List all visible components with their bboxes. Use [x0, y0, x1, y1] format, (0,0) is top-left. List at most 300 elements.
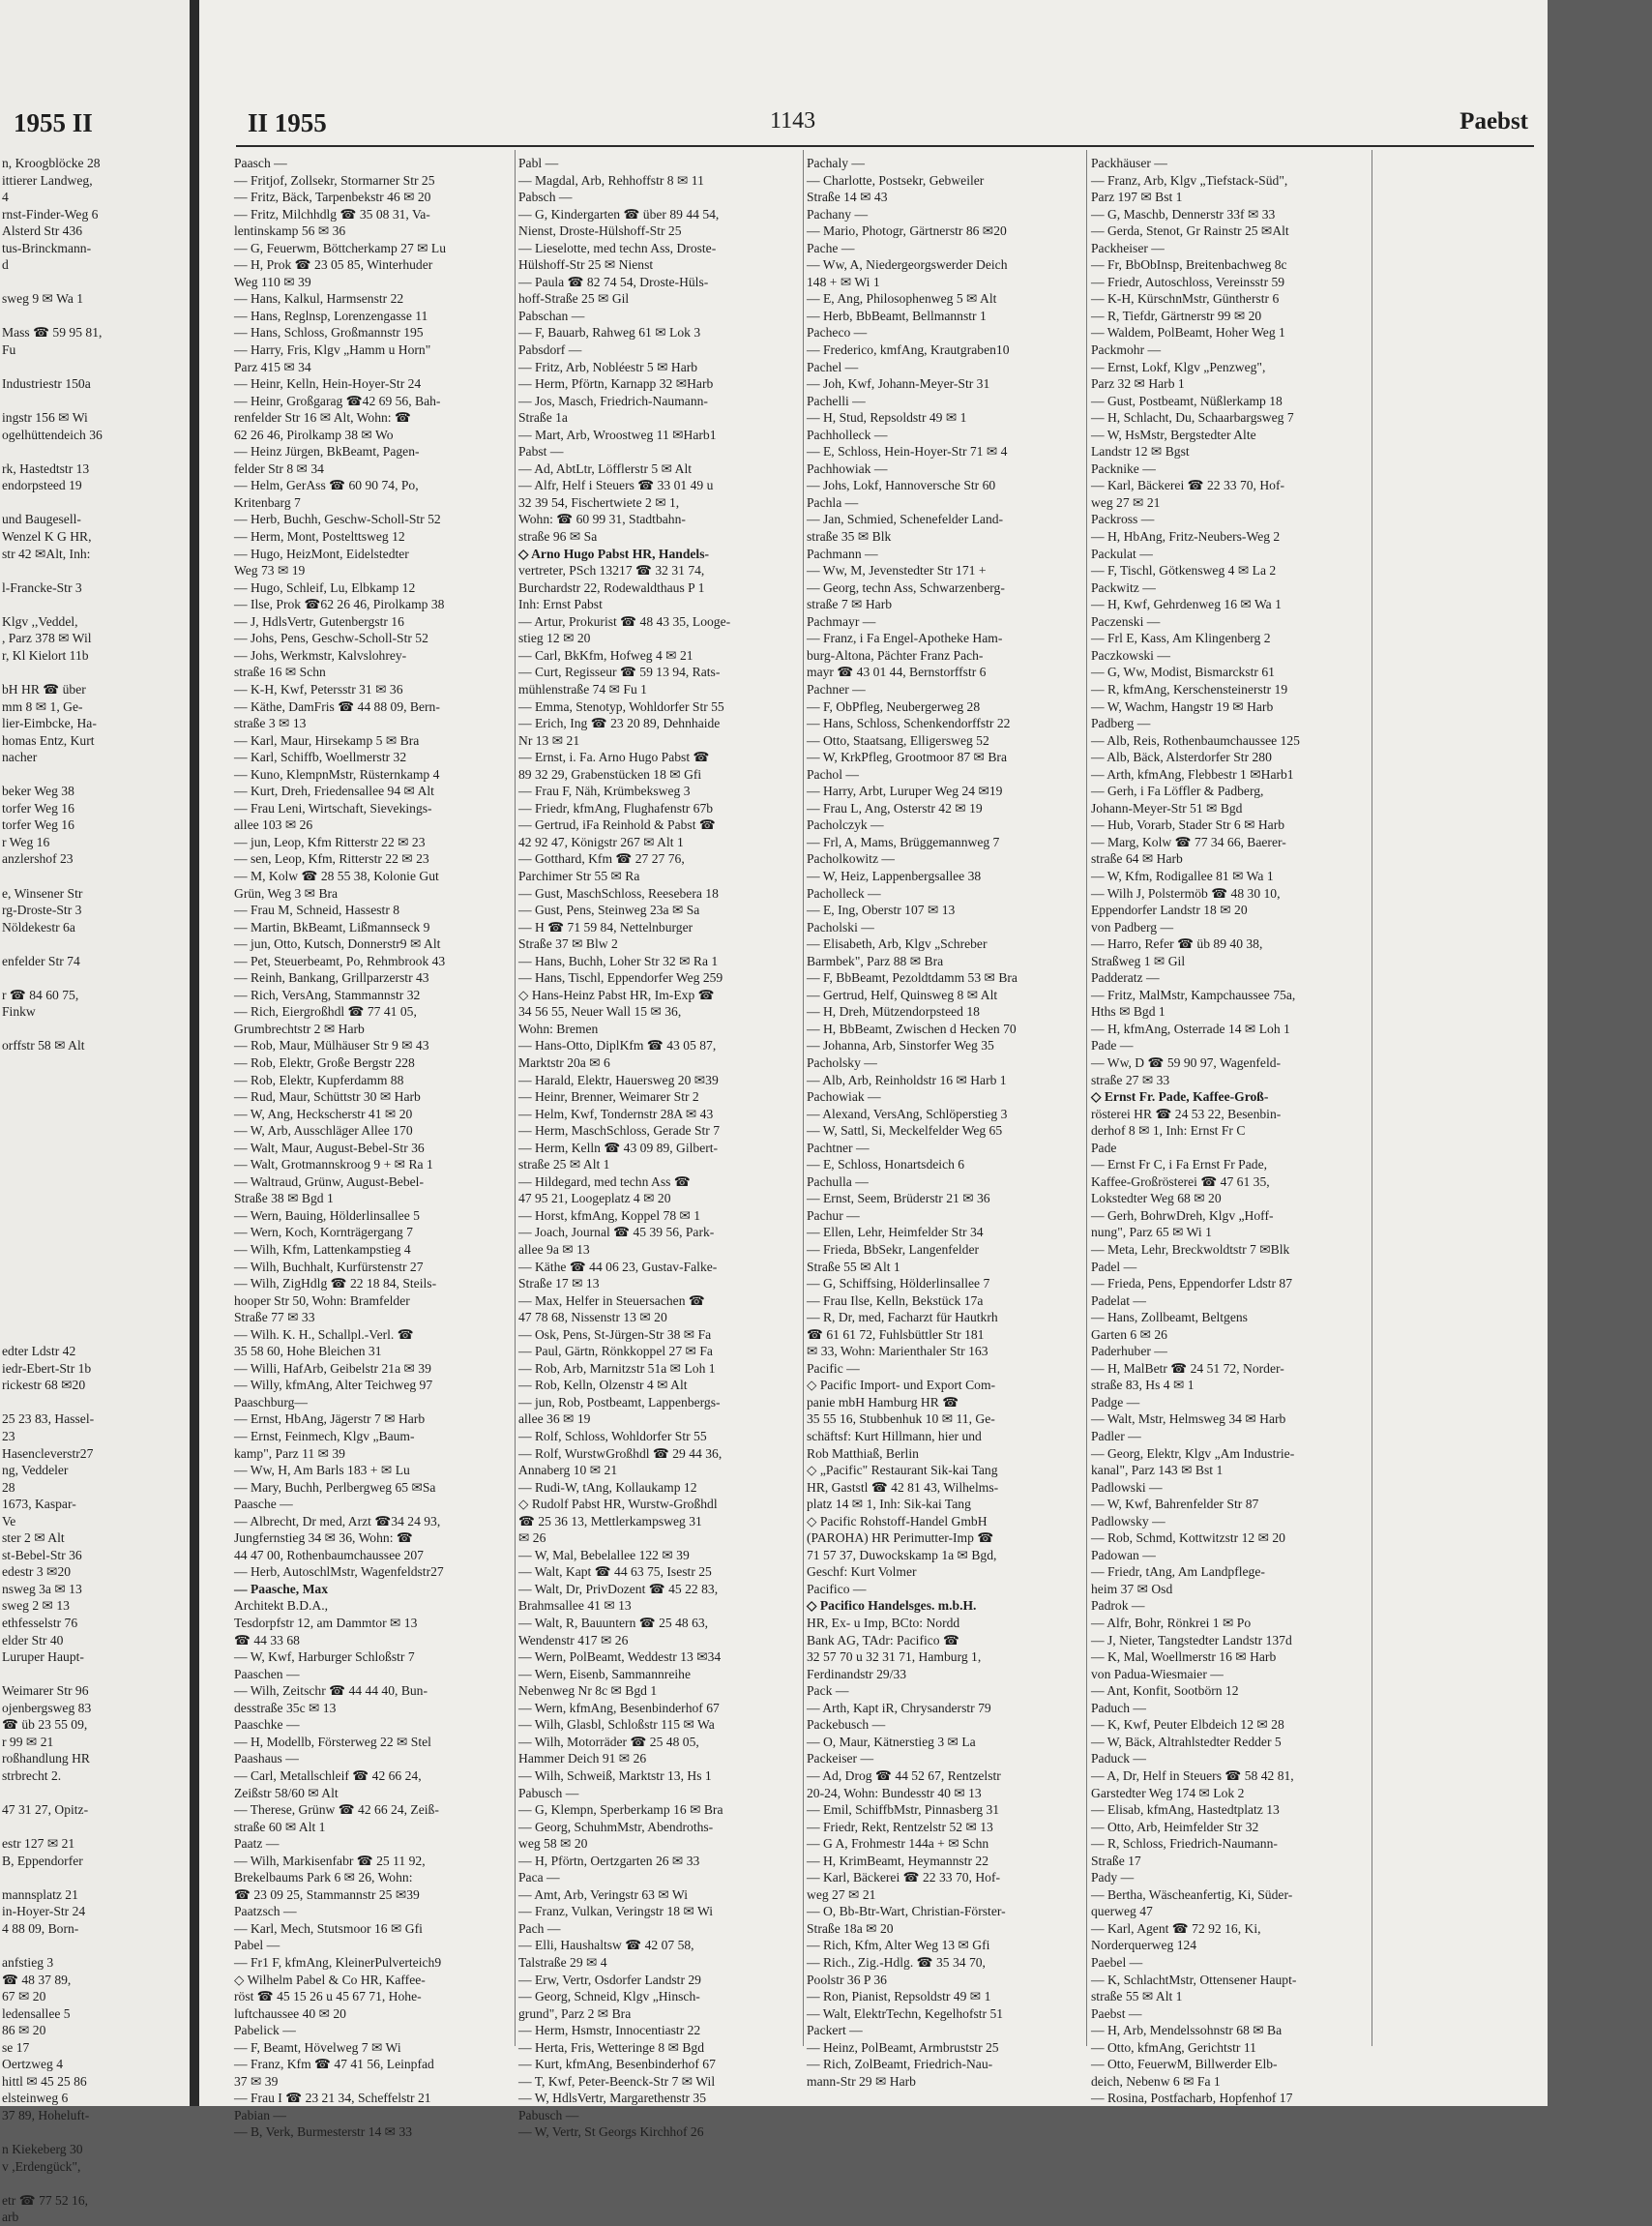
directory-entry-line: — A, Dr, Helf in Steuers ☎ 58 42 81,	[1091, 1767, 1294, 1783]
directory-entry-line: — Kuno, KlempnMstr, Rüsternkamp 4	[234, 766, 440, 782]
directory-entry-line: Kaffee-Großrösterei ☎ 47 61 35,	[1091, 1173, 1270, 1189]
directory-entry-line: ◇ Pacific Rohstoff-Handel GmbH	[807, 1513, 988, 1529]
directory-entry-line: Pabusch —	[518, 1785, 579, 1800]
left-page-line	[2, 596, 188, 613]
directory-entry-line: Architekt B.D.A.,	[234, 1598, 329, 1614]
directory-entry-line: — W, HsMstr, Bergstedter Alte	[1091, 427, 1256, 442]
directory-entry-line: Pachulla —	[807, 1173, 869, 1189]
left-page-line: Klgv ,,Veddel,	[2, 613, 78, 629]
directory-entry-line: burg-Altona, Pächter Franz Pach-	[807, 647, 984, 663]
left-page-line: n Kiekeberg 30	[2, 2141, 83, 2156]
directory-entry-line: — Martin, BkBeamt, Lißmannseck 9	[234, 919, 430, 935]
directory-entry-line: — Harro, Refer ☎ üb 89 40 38,	[1091, 936, 1263, 952]
directory-entry-line: — Hans-Otto, DiplKfm ☎ 43 05 87,	[518, 1038, 717, 1054]
directory-entry-line: Pachholleck —	[807, 427, 888, 442]
directory-entry-line: — Mary, Buchh, Perlbergweg 65 ✉Sa	[234, 1479, 436, 1495]
directory-entry-line: Padlowski —	[1091, 1479, 1163, 1495]
directory-entry-line: 32 57 70 u 32 31 71, Hamburg 1,	[807, 1649, 982, 1665]
directory-entry-line: Packmohr —	[1091, 342, 1162, 358]
directory-entry-line: Pabst —	[518, 444, 564, 460]
directory-entry-line: — Georg, Elektr, Klgv „Am Industrie-	[1091, 1445, 1295, 1461]
directory-entry-line: — Rob, Kelln, Olzenstr 4 ✉ Alt	[518, 1378, 688, 1393]
directory-entry-line: Padel —	[1091, 1259, 1137, 1274]
left-page-line: hittl ✉ 45 25 86	[2, 2073, 87, 2089]
directory-entry-line: — Erich, Ing ☎ 23 20 89, Dehnhaide	[518, 716, 721, 731]
directory-entry-line: Johann-Meyer-Str 51 ✉ Bgd	[1091, 800, 1243, 816]
directory-page	[199, 0, 1548, 2140]
directory-entry-line: Pacifico —	[807, 1581, 867, 1596]
directory-entry-line: Pachaly —	[807, 156, 866, 170]
directory-entry-line: — Otto, Staatsang, Elligersweg 52	[807, 732, 989, 748]
left-page-line	[2, 1785, 188, 1802]
directory-entry-line: Paaschke —	[234, 1717, 300, 1733]
directory-entry-line: Nebenweg Nr 8c ✉ Bgd 1	[518, 1683, 658, 1699]
left-page-line: ster 2 ✉ Alt	[2, 1530, 65, 1546]
directory-entry-line: — Artur, Prokurist ☎ 48 43 35, Looge-	[518, 613, 731, 629]
directory-entry-line: kanal", Parz 143 ✉ Bst 1	[1091, 1463, 1224, 1478]
directory-entry-line: — Wilh. K. H., Schallpl.-Verl. ☎	[234, 1326, 414, 1342]
directory-entry-line: — H, BbBeamt, Zwischen d Hecken 70	[807, 1021, 1017, 1036]
directory-entry-line: — W, Kwf, Harburger Schloßstr 7	[234, 1649, 415, 1665]
left-page-line: Nöldekestr 6a	[2, 919, 75, 935]
directory-entry-line: Paduck —	[1091, 1751, 1147, 1766]
directory-entry-line: — Herm, Kelln ☎ 43 09 89, Gilbert-	[518, 1140, 719, 1155]
left-page-line: st-Bebel-Str 36	[2, 1547, 82, 1562]
directory-entry-line: Pach —	[518, 1920, 561, 1936]
directory-entry-line: 32 39 54, Fischertwiete 2 ✉ 1,	[518, 494, 680, 510]
directory-entry-line: — Fr1 F, kfmAng, KleinerPulverteich9	[234, 1954, 442, 1970]
left-page-line: Mass ☎ 59 95 81,	[2, 325, 103, 341]
directory-entry-line: — Walt, Kapt ☎ 44 63 75, Isestr 25	[518, 1564, 712, 1580]
directory-entry-line: — E, Schloss, Honartsdeich 6	[807, 1157, 965, 1172]
directory-entry-line: ◇ Rudolf Pabst HR, Wurstw-Großhdl	[518, 1497, 718, 1512]
directory-entry-line: — Osk, Pens, St-Jürgen-Str 38 ✉ Fa	[518, 1326, 712, 1342]
directory-entry-line: Garstedter Weg 174 ✉ Lok 2	[1091, 1785, 1245, 1800]
directory-entry-line: — sen, Leop, Kfm, Ritterstr 22 ✉ 23	[234, 851, 429, 867]
left-page-line: Industriestr 150a	[2, 376, 91, 392]
directory-entry-line: — Friedr, kfmAng, Flughafenstr 67b	[518, 800, 714, 816]
directory-entry-line: — Alexand, VersAng, Schlöperstieg 3	[807, 1106, 1008, 1121]
directory-column-3	[807, 155, 1082, 2089]
directory-entry-line: straße 16 ✉ Schn	[234, 665, 326, 680]
directory-entry-line: — Hans, Tischl, Eppendorfer Weg 259	[518, 970, 723, 986]
left-page-line	[2, 393, 188, 410]
directory-entry-line: Padberg —	[1091, 716, 1151, 731]
directory-entry-line: Straße 37 ✉ Blw 2	[518, 936, 618, 952]
directory-entry-line: Garten 6 ✉ 26	[1091, 1326, 1167, 1342]
left-page-line: tus-Brinckmann-	[2, 240, 92, 255]
left-page-line: sweg 9 ✉ Wa 1	[2, 291, 84, 307]
directory-entry-line: — Franz, Vulkan, Veringstr 18 ✉ Wi	[518, 1904, 714, 1919]
directory-entry-line: — Herb, Buchh, Geschw-Scholl-Str 52	[234, 512, 441, 527]
directory-entry-line: straße 60 ✉ Alt 1	[234, 1819, 326, 1834]
directory-entry-line: Barmbek", Parz 88 ✉ Bra	[807, 953, 944, 968]
directory-entry-line: — Wern, kfmAng, Besenbinderhof 67	[518, 1700, 720, 1715]
left-page-line: Fu	[2, 342, 16, 358]
left-page-line	[2, 1309, 188, 1326]
directory-entry-line: Pabelick —	[234, 2023, 296, 2038]
directory-entry-line: — Waltraud, Grünw, August-Bebel-	[234, 1173, 424, 1189]
directory-entry-line: — Herb, AutoschlMstr, Wagenfeldstr27	[234, 1564, 444, 1580]
left-page-line: enfelder Str 74	[2, 953, 80, 968]
directory-entry-line: Lokstedter Weg 68 ✉ 20	[1091, 1191, 1222, 1206]
directory-entry-line: Packebusch —	[807, 1717, 886, 1733]
directory-entry-line: — Walt, Grotmannskroog 9 + ✉ Ra 1	[234, 1157, 433, 1172]
left-page-line: elder Str 40	[2, 1632, 64, 1647]
directory-entry-line: Wendenstr 417 ✉ 26	[518, 1632, 629, 1647]
directory-entry-line: — Ww, H, Am Barls 183 + ✉ Lu	[234, 1463, 410, 1478]
directory-entry-line: — Ernst, Seem, Brüderstr 21 ✉ 36	[807, 1191, 990, 1206]
left-page-line: Finkw	[2, 1004, 36, 1020]
directory-entry-line: Packnike —	[1091, 460, 1156, 476]
directory-entry-line: — Gust, Postbeamt, Nüßlerkamp 18	[1091, 393, 1283, 408]
left-page-line: Alsterd Str 436	[2, 223, 83, 239]
directory-entry-line: — Rich, ZolBeamt, Friedrich-Nau-	[807, 2057, 993, 2072]
directory-entry-line: Grumbrechtstr 2 ✉ Harb	[234, 1021, 365, 1036]
directory-entry-line: Paaschburg—	[234, 1394, 309, 1410]
directory-entry-line: — R, Dr, med, Facharzt für Hautkrh	[807, 1310, 998, 1325]
directory-entry-line: (PAROHA) HR Perimutter-Imp ☎	[807, 1530, 994, 1546]
directory-entry-line: stieg 12 ✉ 20	[518, 631, 591, 646]
directory-entry-line: — H, Stud, Repsoldstr 49 ✉ 1	[807, 410, 967, 426]
directory-entry-line: — W, Heiz, Lappenbergsallee 38	[807, 868, 982, 883]
directory-entry-line: röst ☎ 45 15 26 u 45 67 71, Hohe-	[234, 1989, 422, 2004]
directory-entry-line: — Rob, Elektr, Kupferdamm 88	[234, 1072, 404, 1087]
left-page-line	[2, 664, 188, 681]
directory-entry-line: Grün, Weg 3 ✉ Bra	[234, 885, 339, 901]
directory-entry-line: mayr ☎ 43 01 44, Bernstorffstr 6	[807, 665, 987, 680]
directory-entry-line: — B, Verk, Burmesterstr 14 ✉ 33	[234, 2124, 413, 2140]
directory-entry-line: Packheiser —	[1091, 240, 1165, 255]
left-page-line: Ve	[2, 1513, 16, 1529]
left-page-line	[2, 1819, 188, 1836]
directory-entry-line: — Wilh, Kfm, Lattenkampstieg 4	[234, 1242, 411, 1257]
directory-entry-line: — Hans, Kalkul, Harmsenstr 22	[234, 291, 404, 307]
directory-entry-line: von Padua-Wiesmaier —	[1091, 1666, 1224, 1681]
directory-entry-line: Pacholleck —	[807, 885, 881, 901]
directory-entry-line: — Georg, SchuhmMstr, Abendroths-	[518, 1819, 714, 1834]
directory-entry-line: — Ww, A, Niedergeorgswerder Deich	[807, 257, 1008, 273]
directory-entry-line: Paczkowski —	[1091, 647, 1170, 663]
directory-entry-line: Pachur —	[807, 1207, 860, 1223]
directory-entry-line: — H, HbAng, Fritz-Neubers-Weg 2	[1091, 529, 1281, 545]
directory-entry-line: — H, kfmAng, Osterrade 14 ✉ Loh 1	[1091, 1021, 1290, 1036]
directory-entry-line: — Ernst Fr C, i Fa Ernst Fr Pade,	[1091, 1157, 1268, 1172]
directory-entry-line: Straßweg 1 ✉ Gil	[1091, 953, 1186, 968]
directory-entry-line: — Wilh, Zeitschr ☎ 44 44 40, Bun-	[234, 1683, 428, 1699]
directory-entry-line: — H ☎ 71 59 84, Nettelnburger	[518, 919, 693, 935]
left-page-line	[2, 1156, 188, 1173]
directory-entry-line: Pabian —	[234, 2107, 286, 2122]
left-page-line: 4 88 09, Born-	[2, 1920, 79, 1936]
directory-entry-line: — Hugo, Schleif, Lu, Elbkamp 12	[234, 579, 416, 595]
directory-entry-line: — Hildegard, med techn Ass ☎	[518, 1173, 691, 1189]
left-page-line: Wenzel K G HR,	[2, 529, 92, 545]
directory-entry-line: — Harry, Arbt, Luruper Weg 24 ✉19	[807, 784, 1003, 799]
directory-entry-line: Paashaus —	[234, 1751, 299, 1766]
directory-entry-line: Parz 415 ✉ 34	[234, 359, 311, 374]
directory-entry-line: ☎ 23 09 25, Stammannstr 25 ✉39	[234, 1886, 420, 1902]
directory-entry-line: — Willi, HafArb, Geibelstr 21a ✉ 39	[234, 1360, 431, 1376]
directory-entry-line: 44 47 00, Rothenbaumchaussee 207	[234, 1547, 424, 1562]
directory-entry-line: — W, KrkPfleg, Grootmoor 87 ✉ Bra	[807, 750, 1007, 765]
directory-entry-line: — G, Kindergarten ☎ über 89 44 54,	[518, 206, 720, 222]
directory-entry-line: — W, Arb, Ausschläger Allee 170	[234, 1123, 413, 1139]
directory-entry-line: — Ernst, HbAng, Jägerstr 7 ✉ Harb	[234, 1411, 426, 1427]
directory-entry-line: 71 57 37, Duwockskamp 1a ✉ Bgd,	[807, 1547, 997, 1562]
left-page-line: und Baugesell-	[2, 512, 81, 527]
directory-entry-line: — jun, Leop, Kfm Ritterstr 22 ✉ 23	[234, 834, 426, 849]
left-page-line: bH HR ☎ über	[2, 681, 86, 697]
directory-entry-line: — Fritjof, Zollsekr, Stormarner Str 25	[234, 172, 435, 188]
directory-entry-line: — Rob, Maur, Mülhäuser Str 9 ✉ 43	[234, 1038, 429, 1054]
left-page-line: rk, Hastedtstr 13	[2, 460, 90, 476]
directory-entry-line: Nienst, Droste-Hülshoff-Str 25	[518, 223, 682, 239]
directory-entry-line: — Heinr, Kelln, Hein-Hoyer-Str 24	[234, 376, 422, 392]
directory-entry-line: — Gerh, i Fa Löffler & Padberg,	[1091, 784, 1264, 799]
directory-entry-line: — Hans, Reglnsp, Lorenzengasse 11	[234, 308, 428, 323]
directory-entry-line: Pack —	[807, 1683, 849, 1699]
left-page-line	[2, 1106, 188, 1123]
page-number: 1143	[770, 108, 816, 134]
directory-entry-line: — Herm, Mont, Postelttsweg 12	[234, 529, 405, 545]
directory-entry-line: 47 78 68, Nissenstr 13 ✉ 20	[518, 1310, 667, 1325]
directory-entry-line: — Frl E, Kass, Am Klingenberg 2	[1091, 631, 1271, 646]
directory-entry-line: querweg 47	[1091, 1904, 1153, 1919]
directory-entry-line: — Herb, BbBeamt, Bellmannstr 1	[807, 308, 987, 323]
directory-entry-line: weg 27 ✉ 21	[807, 1886, 876, 1902]
directory-entry-line: — Harald, Elektr, Hauersweg 20 ✉39	[518, 1072, 719, 1087]
directory-entry-line: straße 96 ✉ Sa	[518, 529, 598, 545]
left-page-line: beker Weg 38	[2, 784, 74, 799]
directory-entry-line: — Fr, BbObInsp, Breitenbachweg 8c	[1091, 257, 1287, 273]
directory-entry-line: — Ant, Konfit, Sootbörn 12	[1091, 1683, 1239, 1699]
directory-entry-line: — Gertrud, Helf, Quinsweg 8 ✉ Alt	[807, 987, 998, 1002]
directory-entry-line: Paatzsch —	[234, 1904, 297, 1919]
directory-entry-line: — Hans, Zollbeamt, Beltgens	[1091, 1310, 1248, 1325]
directory-entry-line: — F, BbBeamt, Pezoldtdamm 53 ✉ Bra	[807, 970, 1018, 986]
directory-entry-line: — Friedr, Autoschloss, Vereinsstr 59	[1091, 274, 1285, 289]
left-page-line	[2, 1937, 188, 1954]
left-page-line	[2, 969, 188, 987]
directory-entry-line: — Pet, Steuerbeamt, Po, Rehmbrook 43	[234, 953, 446, 968]
directory-entry-line: panie mbH Hamburg HR ☎	[807, 1394, 959, 1410]
left-page-line	[2, 308, 188, 325]
directory-entry-line: — Rolf, Schloss, Wohldorfer Str 55	[518, 1429, 707, 1444]
directory-entry-line: — Karl, Schiffb, Woellmerstr 32	[234, 750, 407, 765]
directory-entry-line: lentinskamp 56 ✉ 36	[234, 223, 346, 239]
directory-entry-line: Pachel —	[807, 359, 859, 374]
directory-entry-line: Paebst —	[1091, 2005, 1142, 2021]
directory-entry-line: — H, Modellb, Försterweg 22 ✉ Stel	[234, 1734, 431, 1749]
directory-entry-line: ◇ Wilhelm Pabel & Co HR, Kaffee-	[234, 1972, 426, 1987]
left-page-line	[2, 2175, 188, 2192]
directory-entry-line: — Reinh, Bankang, Grillparzerstr 43	[234, 970, 429, 986]
directory-entry-line: — Kurt, Dreh, Friedensallee 94 ✉ Alt	[234, 784, 434, 799]
directory-entry-line: 148 + ✉ Wi 1	[807, 274, 880, 289]
left-page-line: str 42 ✉Alt, Inh:	[2, 546, 91, 561]
directory-entry-line: — F, Tischl, Götkensweg 4 ✉ La 2	[1091, 563, 1277, 579]
directory-entry-line: straße 35 ✉ Blk	[807, 529, 892, 545]
directory-entry-line: — Wilh, Motorräder ☎ 25 48 05,	[518, 1734, 699, 1749]
directory-entry-line: weg 58 ✉ 20	[518, 1836, 588, 1852]
left-page-header: 1955 II	[14, 108, 93, 137]
directory-entry-line: HR, Gaststl ☎ 42 81 43, Wilhelms-	[807, 1479, 999, 1495]
directory-entry-line: — Rob, Schmd, Kottwitzstr 12 ✉ 20	[1091, 1530, 1285, 1546]
directory-entry-line: Straße 17 ✉ 13	[518, 1276, 600, 1291]
left-page-line: Hasencleverstr27	[2, 1445, 94, 1461]
directory-entry-line: — Ellen, Lehr, Heimfelder Str 34	[807, 1225, 984, 1240]
directory-entry-line: Hths ✉ Bgd 1	[1091, 1004, 1165, 1020]
directory-entry-line: Padderatz —	[1091, 970, 1160, 986]
directory-entry-line: — K-H, Kwf, Petersstr 31 ✉ 36	[234, 681, 403, 697]
directory-entry-line: rösterei HR ☎ 24 53 22, Besenbin-	[1091, 1106, 1282, 1121]
directory-entry-line: — Heinr, Brenner, Weimarer Str 2	[518, 1089, 699, 1105]
directory-entry-line: — W, Vertr, St Georgs Kirchhof 26	[518, 2124, 704, 2140]
directory-entry-line: — Frl, A, Mams, Brüggemannweg 7	[807, 834, 1000, 849]
directory-entry-line: — M, Kolw ☎ 28 55 38, Kolonie Gut	[234, 868, 439, 883]
directory-entry-line: — Karl, Mech, Stutsmoor 16 ✉ Gfi	[234, 1920, 423, 1936]
directory-entry-line: Weg 110 ✉ 39	[234, 274, 311, 289]
directory-entry-line: — Walt, Mstr, Helmsweg 34 ✉ Harb	[1091, 1411, 1286, 1427]
directory-entry-line: weg 27 ✉ 21	[1091, 494, 1161, 510]
left-page-line	[2, 1021, 188, 1038]
directory-entry-line: — Franz, Kfm ☎ 47 41 56, Leinpfad	[234, 2057, 434, 2072]
directory-entry-line: — F, Bauarb, Rahweg 61 ✉ Lok 3	[518, 325, 701, 341]
directory-entry-line: Pacific —	[807, 1360, 860, 1376]
directory-entry-line: Straße 55 ✉ Alt 1	[807, 1259, 900, 1274]
left-page-line: 37 89, Hoheluft-	[2, 2107, 90, 2122]
directory-entry-line: — Otto, FeuerwM, Billwerder Elb-	[1091, 2057, 1278, 2072]
directory-entry-line: Pabel —	[234, 1938, 280, 1953]
directory-entry-line: Packulat —	[1091, 546, 1153, 561]
directory-entry-line: — H, KrimBeamt, Heymannstr 22	[807, 1853, 989, 1868]
directory-entry-line: — Ernst, Lokf, Klgv „Penzweg",	[1091, 359, 1266, 374]
directory-entry-line: — Ernst, i. Fa. Arno Hugo Pabst ☎	[518, 750, 710, 765]
left-page-line: rnst-Finder-Weg 6	[2, 206, 99, 222]
directory-entry-line: — Wilh, Markisenfabr ☎ 25 11 92,	[234, 1853, 426, 1868]
directory-entry-line: — W, Sattl, Si, Meckelfelder Weg 65	[807, 1123, 1003, 1139]
left-page-line: n, Kroogblöcke 28	[2, 156, 101, 170]
directory-entry-line: Hammer Deich 91 ✉ 26	[518, 1751, 647, 1766]
directory-entry-line: — G, Klempn, Sperberkamp 16 ✉ Bra	[518, 1802, 723, 1818]
directory-entry-line: ◇ Hans-Heinz Pabst HR, Im-Exp ☎	[518, 987, 715, 1002]
directory-entry-line: — Rolf, WurstwGroßhdl ☎ 29 44 36,	[518, 1445, 723, 1461]
left-page-line: homas Entz, Kurt	[2, 732, 95, 748]
directory-entry-line: — Gust, MaschSchloss, Reesebera 18	[518, 885, 719, 901]
directory-entry-line: Talstraße 29 ✉ 4	[518, 1954, 607, 1970]
left-page-line: roßhandlung HR	[2, 1751, 90, 1766]
directory-entry-line: Pachowiak —	[807, 1089, 881, 1105]
directory-entry-line: Pabsdorf —	[518, 342, 582, 358]
left-page-line: lier-Eimbcke, Ha-	[2, 716, 97, 731]
directory-entry-line: ☎ 25 36 13, Mettlerkampsweg 31	[518, 1513, 702, 1529]
left-page-line: mm 8 ✉ 1, Ge-	[2, 698, 83, 714]
directory-entry-line: Nr 13 ✉ 21	[518, 732, 580, 748]
directory-entry-line: — Curt, Regisseur ☎ 59 13 94, Rats-	[518, 665, 721, 680]
directory-entry-line: — Franz, Arb, Klgv „Tiefstack-Süd",	[1091, 172, 1288, 188]
directory-entry-line: Padrok —	[1091, 1598, 1145, 1614]
directory-entry-line: — Alfr, Bohr, Rönkrei 1 ✉ Po	[1091, 1616, 1252, 1631]
left-page-line: ojenbergsweg 83	[2, 1700, 92, 1715]
directory-entry-line: — Frieda, Pens, Eppendorfer Ldstr 87	[1091, 1276, 1293, 1291]
directory-entry-line: — H, Kwf, Gehrdenweg 16 ✉ Wa 1	[1091, 597, 1282, 612]
directory-entry-line: Straße 77 ✉ 33	[234, 1310, 315, 1325]
directory-entry-line: straße 25 ✉ Alt 1	[518, 1157, 610, 1172]
directory-entry-line: — Rudi-W, tAng, Kollaukamp 12	[518, 1479, 697, 1495]
left-page-line	[2, 1072, 188, 1089]
directory-entry-line: — Harry, Fris, Klgv „Hamm u Horn"	[234, 342, 431, 358]
directory-entry-line: — W, Wachm, Hangstr 19 ✉ Harb	[1091, 698, 1274, 714]
left-page-line	[2, 1869, 188, 1886]
left-page-line: ☎ 48 37 89,	[2, 1972, 72, 1987]
directory-entry-line: — Bertha, Wäscheanfertig, Ki, Süder-	[1091, 1886, 1293, 1902]
left-page-line: r ☎ 84 60 75,	[2, 987, 79, 1002]
directory-entry-line: — jun, Rob, Postbeamt, Lappenbergs-	[518, 1394, 721, 1410]
book-gutter	[190, 0, 199, 2106]
directory-entry-line: Padge —	[1091, 1394, 1140, 1410]
directory-entry-line: — Otto, kfmAng, Gerichtstr 11	[1091, 2039, 1256, 2055]
directory-entry-line: Pabusch —	[518, 2107, 579, 2122]
directory-entry-line: Landstr 12 ✉ Bgst	[1091, 444, 1190, 460]
left-page-line	[2, 1173, 188, 1191]
directory-entry-line: — Erw, Vertr, Osdorfer Landstr 29	[518, 1972, 701, 1987]
left-page-line: anfstieg 3	[2, 1954, 54, 1970]
directory-entry-line: — Hub, Vorarb, Stader Str 6 ✉ Harb	[1091, 817, 1285, 833]
directory-entry-line: straße 7 ✉ Harb	[807, 597, 893, 612]
directory-entry-line: — Mario, Photogr, Gärtnerstr 86 ✉20	[807, 223, 1007, 239]
directory-entry-line: Wohn: ☎ 60 99 31, Stadtbahn-	[518, 512, 686, 527]
left-page-line: ledensallee 5	[2, 2005, 71, 2021]
left-page-line	[2, 1207, 188, 1225]
left-page-line	[2, 443, 188, 460]
left-page-line: 28	[2, 1479, 15, 1495]
directory-entry-line: Pacholczyk —	[807, 817, 884, 833]
left-page-line	[2, 1241, 188, 1259]
directory-entry-line: — Alfr, Helf i Steuers ☎ 33 01 49 u	[518, 478, 714, 493]
directory-entry-line: — Georg, Schneid, Klgv „Hinsch-	[518, 1989, 700, 2004]
directory-entry-line: — Arth, kfmAng, Flebbestr 1 ✉Harb1	[1091, 766, 1294, 782]
directory-entry-line: — R, Tiefdr, Gärtnerstr 99 ✉ 20	[1091, 308, 1262, 323]
left-page-fragment	[0, 0, 190, 2225]
directory-entry-line: — Elisabeth, Arb, Klgv „Schreber	[807, 936, 988, 952]
directory-entry-line: — Frau Ilse, Kelln, Bekstück 17a	[807, 1292, 984, 1308]
left-page-line	[2, 1122, 188, 1140]
directory-entry-line: — Gust, Pens, Steinweg 23a ✉ Sa	[518, 903, 700, 918]
directory-entry-line: Paca —	[518, 1870, 560, 1885]
directory-entry-line: — H, MalBetr ☎ 24 51 72, Norder-	[1091, 1360, 1284, 1376]
directory-entry-line: — Paula ☎ 82 74 54, Droste-Hüls-	[518, 274, 709, 289]
directory-entry-line: Padler —	[1091, 1429, 1141, 1444]
directory-entry-line: desstraße 35c ✉ 13	[234, 1700, 337, 1715]
directory-entry-line: — Ilse, Prok ☎62 26 46, Pirolkamp 38	[234, 597, 445, 612]
directory-entry-line: grund", Parz 2 ✉ Bra	[518, 2005, 632, 2021]
directory-entry-line: — O, Bb-Btr-Wart, Christian-Förster-	[807, 1904, 1006, 1919]
directory-entry-line: — K-H, KürschnMstr, Güntherstr 6	[1091, 291, 1280, 307]
left-page-line	[2, 766, 188, 784]
directory-entry-line: platz 14 ✉ 1, Inh: Sik-kai Tang	[807, 1497, 971, 1512]
left-page-line: l-Francke-Str 3	[2, 579, 82, 595]
directory-entry-line: Packross —	[1091, 512, 1155, 527]
left-page-line: v ,Erdengück",	[2, 2158, 81, 2174]
left-page-line: endorpsteed 19	[2, 478, 82, 493]
left-page-line: rg-Droste-Str 3	[2, 903, 82, 918]
directory-entry-line: Pachner —	[807, 681, 866, 697]
directory-entry-line: Padowan —	[1091, 1547, 1156, 1562]
directory-entry-line: Geschf: Kurt Volmer	[807, 1564, 917, 1580]
page-year: II 1955	[248, 108, 327, 137]
directory-entry-line: — F, Beamt, Hövelweg 7 ✉ Wi	[234, 2039, 401, 2055]
